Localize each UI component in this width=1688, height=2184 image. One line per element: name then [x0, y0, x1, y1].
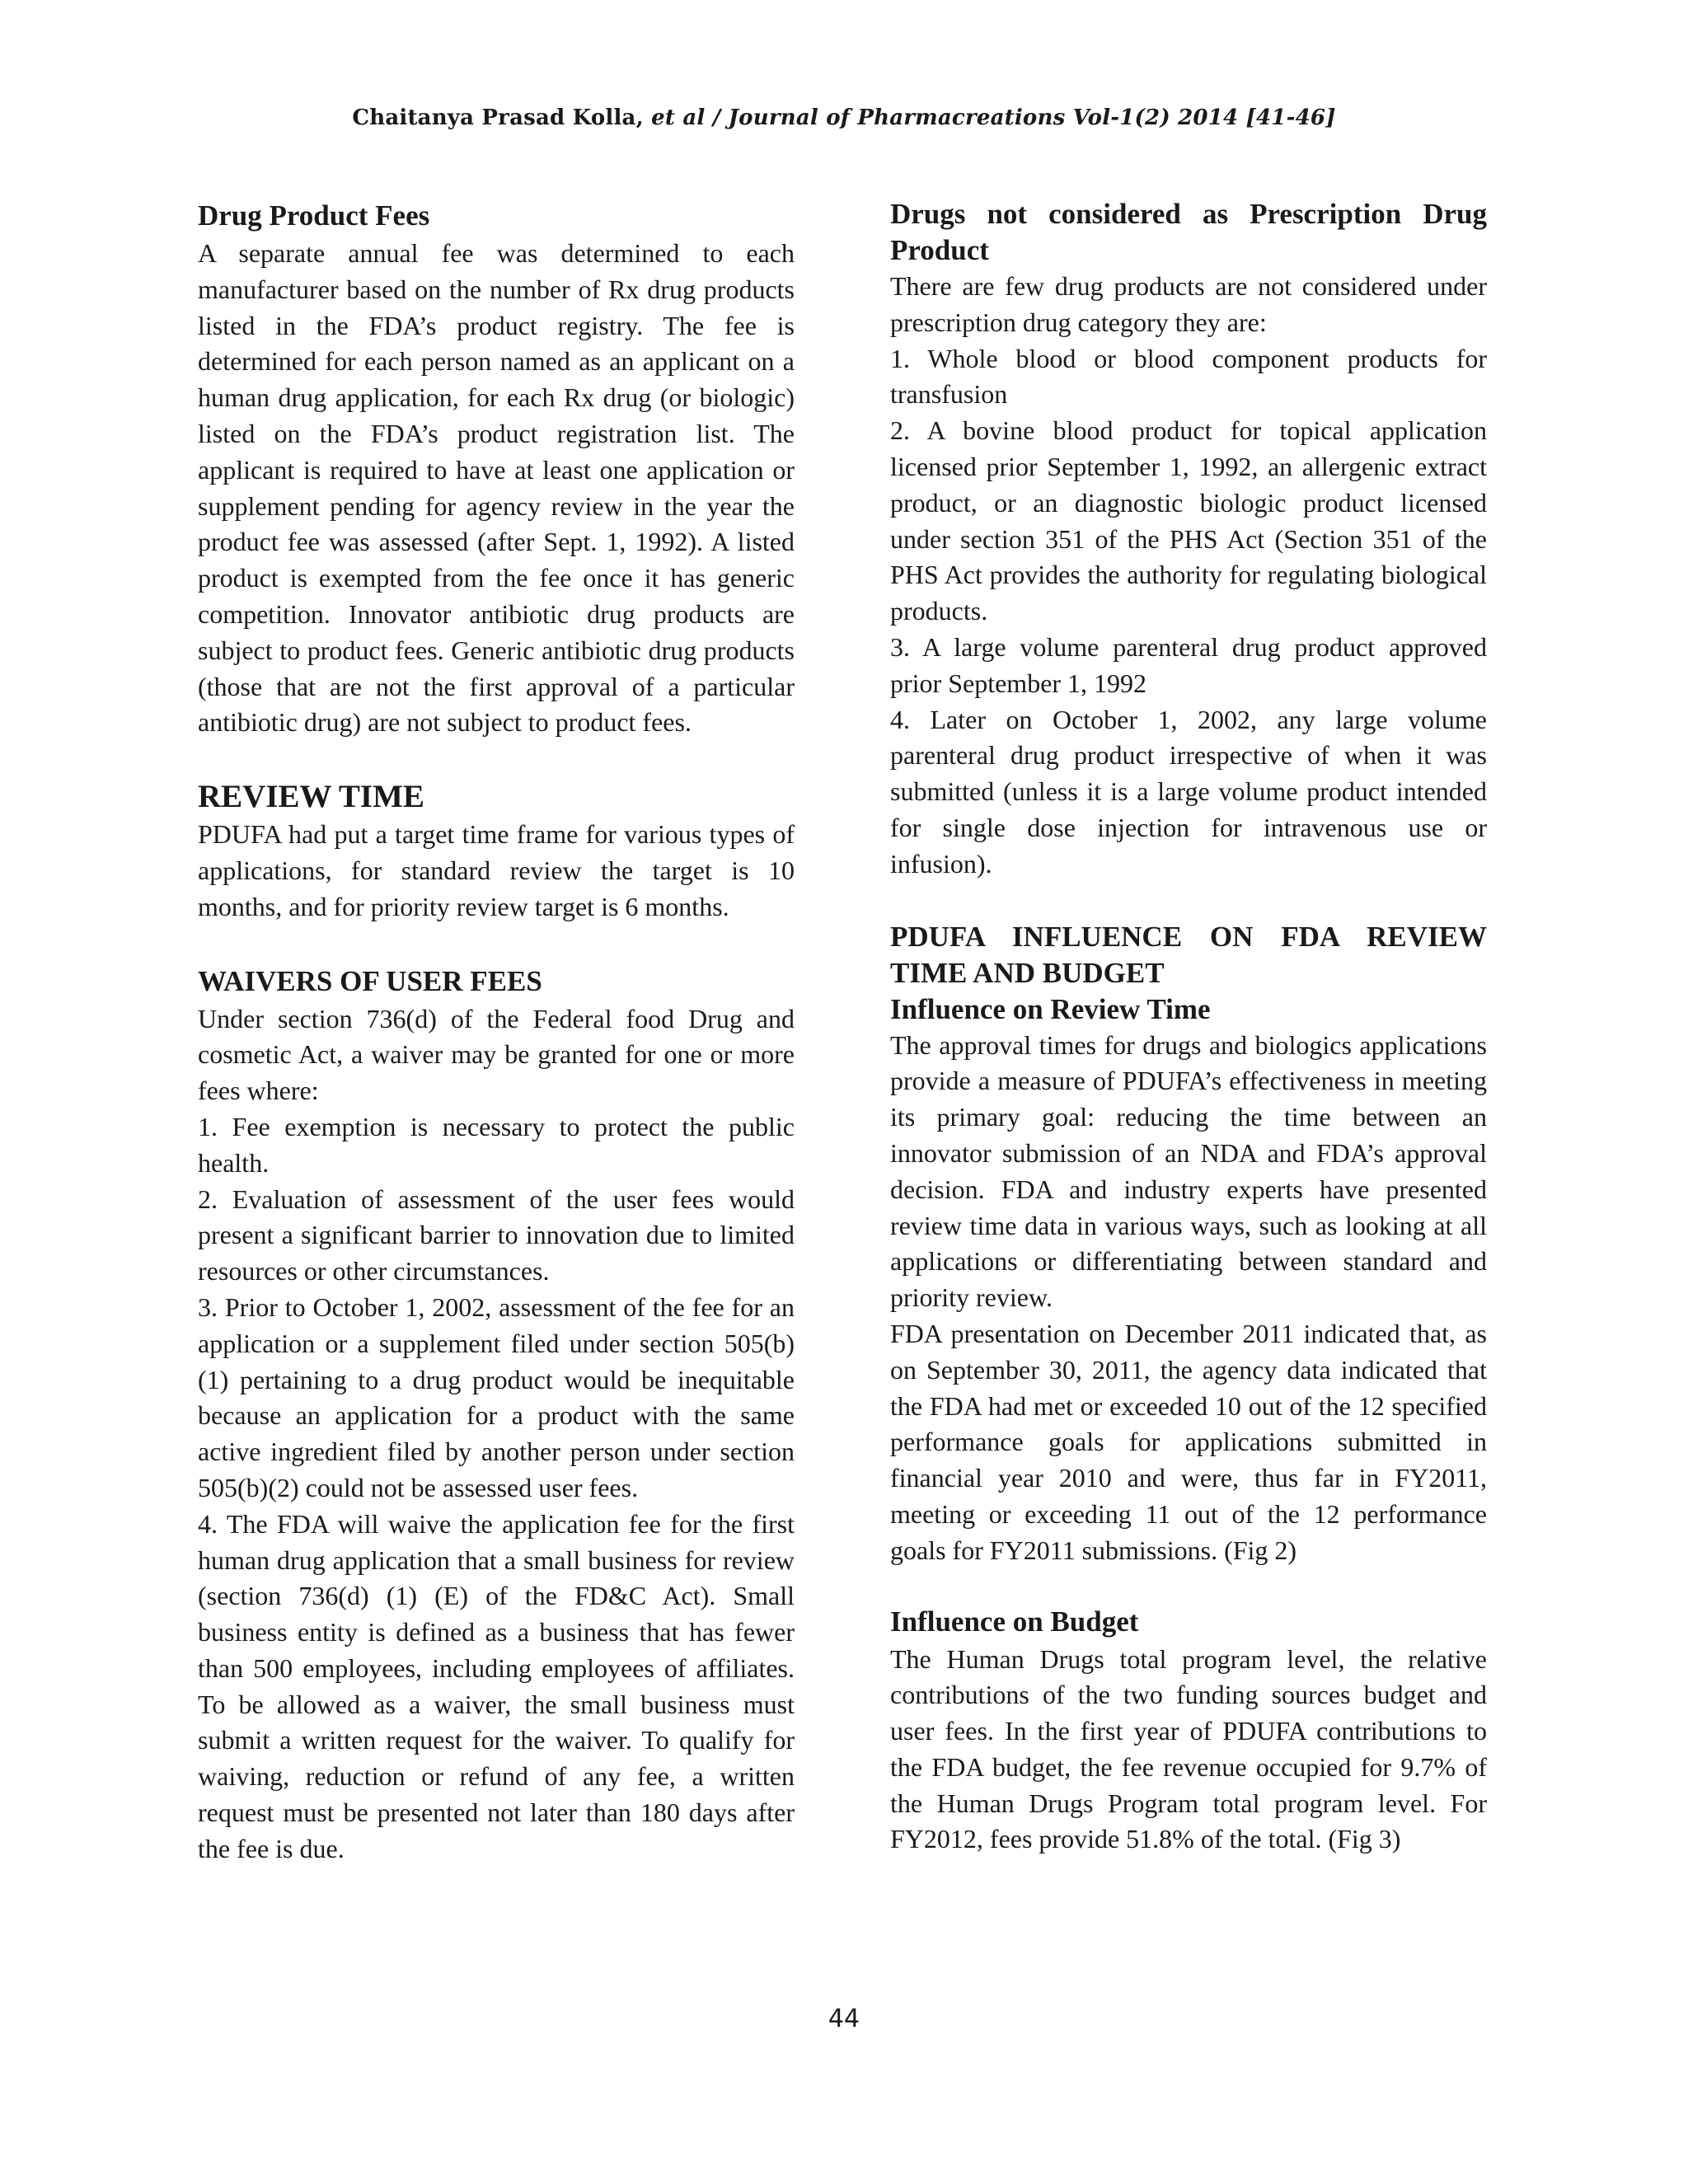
heading-influence-review-time: Influence on Review Time [890, 992, 1211, 1025]
paragraph-waivers-intro: Under section 736(d) of the Federal food Drug and cosmetic Act, a waiver may be granted for one or more fees where: [198, 1003, 795, 1106]
paragraph-influence-review-time-2: FDA presentation on December 2011 indicated that, as on September 30, 2011, the agency data indicated that the FDA had met or exceeded 10 out of the 12 specified performance goals for applications submitted in financial year 2010 and were, thus far in FY2011, meeting or exceeding 11 out of the 12 performance goals for FY2011 submissions. (Fig 2) [890, 1318, 1487, 1565]
heading-pdufa-influence: PDUFA INFLUENCE ON FDA REVIEW TIME AND BUDGET [890, 920, 1487, 989]
list-item-waiver-2: 2. Evaluation of assessment of the user fees would present a significant barrier to innovation due to limited resources or other circumstances. [198, 1183, 795, 1286]
heading-review-time: REVIEW TIME [198, 779, 424, 815]
header-etal: et al [651, 105, 706, 130]
paragraph-not-prescription-intro: There are few drug products are not considered under prescription drug category they are: [890, 271, 1487, 337]
paragraph-review-time: PDUFA had put a target time frame for various types of applications, for standard review the target is 10 months, and for priority review target is 6 months. [198, 819, 795, 921]
heading-waivers: WAIVERS OF USER FEES [198, 964, 542, 997]
paragraph-drug-product-fees: A separate annual fee was determined to each manufacturer based on the number of Rx drug products listed in the FDA’s product registry. The fee is determined for each person named as an applicant on a human drug application, for each Rx drug (or biologic) listed on the FDA’s product registration list. The applicant is required to have at least one application or supplement pending for agency review in the year the product fee was assessed (after Sept. 1, 1992). A listed product is exempted from the fee once it has generic competition. Innovator antibiotic drug products are subject to product fees. Generic antibiotic drug products (those that are not the first approval of a particular antibiotic drug) are not subject to product fees. [198, 238, 795, 738]
running-head [0, 105, 1688, 130]
list-item-waiver-1: 1. Fee exemption is necessary to protect the public health. [198, 1111, 795, 1178]
list-item-waiver-3: 3. Prior to October 1, 2002, assessment of the fee for an application or a supplement filed under section 505(b)(1) pertaining to a drug product would be inequitable because an application for a product with the same active ingredient filed by another person under section 505(b)(2) could not be assessed user fees. [198, 1291, 795, 1502]
header-author: Chaitanya Prasad Kolla, [352, 105, 644, 130]
header-journal: / Journal of Pharmacreations Vol-1(2) 2014 [41-46] [712, 105, 1336, 130]
list-item-waiver-4: 4. The FDA will waive the application fee for the first human drug application that a small business for review (section 736(d) (1) (E) of the FD&C Act). Small business entity is defined as a business that has fewer than 500 employees, including employees of affiliates. To be allowed as a waiver, the small business must submit a written request for the waiver. To qualify for waiving, reduction or refund of any fee, a written request must be presented not later than 180 days after the fee is due. [198, 1508, 795, 1863]
list-item-not-prescription-2: 2. A bovine blood product for topical application licensed prior September 1, 1992, an allergenic extract product, or an diagnostic biologic product licensed under section 351 of the PHS Act (Section 351 of the PHS Act provides the authority for regulating biological products. [890, 415, 1487, 626]
heading-drug-product-fees: Drug Product Fees [198, 199, 430, 232]
heading-influence-budget: Influence on Budget [890, 1605, 1139, 1638]
list-item-not-prescription-4: 4. Later on October 1, 2002, any large volume parenteral drug product irrespective of when it was submitted (unless it is a large volume product intended for single dose injection for intravenous use or infusion). [890, 704, 1487, 879]
list-item-not-prescription-1: 1. Whole blood or blood component products for transfusion [890, 343, 1487, 410]
right-column [890, 196, 1487, 1858]
paragraph-influence-budget: The Human Drugs total program level, the relative contributions of the two funding sources budget and user fees. In the first year of PDUFA contributions to the FDA budget, the fee revenue occupied for 9.7% of the Human Drugs Program total program level. For FY2012, fees provide 51.8% of the total. (Fig 3) [890, 1643, 1487, 1854]
heading-not-prescription: Drugs not considered as Prescription Drug Product [890, 198, 1487, 266]
list-item-not-prescription-3: 3. A large volume parenteral drug product approved prior September 1, 1992 [890, 631, 1487, 698]
page-number: 44 [828, 2004, 860, 2033]
paragraph-influence-review-time-1: The approval times for drugs and biologics applications provide a measure of PDUFA’s effectiveness in meeting its primary goal: reducing the time between an innovator submission of an NDA and FDA’s approval decision. FDA and industry experts have presented review time data in various ways, such as looking at all applications or differentiating between standard and priority review. [890, 1029, 1487, 1313]
left-column [198, 196, 795, 1868]
